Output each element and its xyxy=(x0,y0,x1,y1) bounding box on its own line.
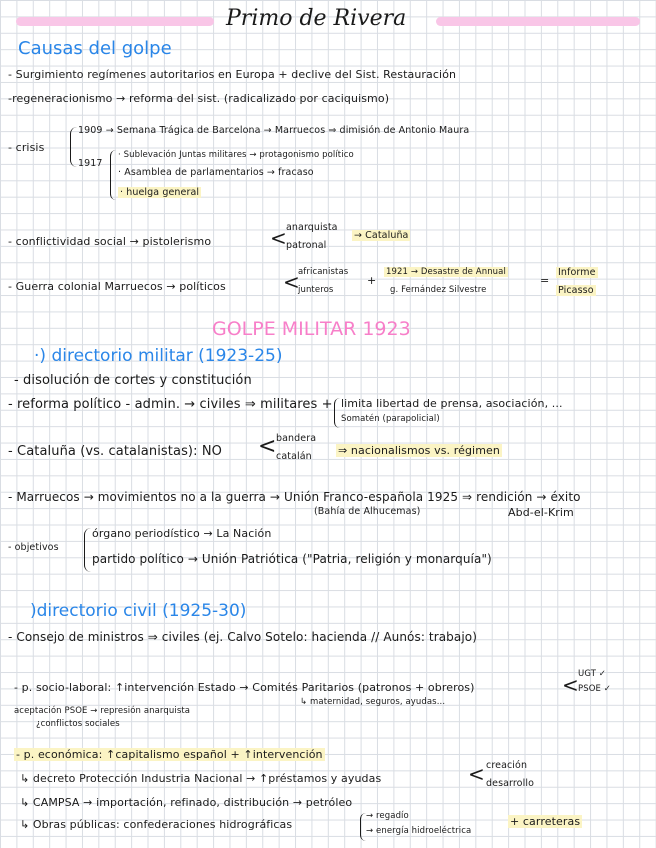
causa-line-2: -regeneracionismo → reforma del sist. (radicalizado por caciquismo) xyxy=(8,92,390,105)
cataluna-end: ⇒ nacionalismos vs. régimen xyxy=(338,444,500,457)
economica-campsa: ↳ CAMPSA → importación, refinado, distribución → petróleo xyxy=(20,796,353,809)
economica-bracket: < xyxy=(468,762,485,786)
marruecos-line: - Marruecos → movimientos no a la guerra → Unión Franco-española 1925 ⇒ rendición → éxito xyxy=(8,490,581,504)
obras-carreteras: + carreteras xyxy=(510,815,581,828)
crisis-1917: 1917 xyxy=(78,158,103,169)
crisis-brace xyxy=(70,127,77,167)
guerra-bracket: < xyxy=(283,270,300,294)
cataluna-bracket: < xyxy=(258,434,277,459)
socio-bracket: < xyxy=(562,673,579,697)
obras-energia: → energía hidroeléctrica xyxy=(366,826,472,836)
crisis-1917-a: · Sublevación Juntas militares → protagonismo político xyxy=(118,150,354,160)
conflictividad-patronal: patronal xyxy=(286,240,327,251)
annual-2: g. Fernández Silvestre xyxy=(390,285,487,295)
militar-brace xyxy=(334,398,340,428)
conflictividad-bracket: < xyxy=(270,226,287,250)
conflictividad-cataluna: → Cataluña xyxy=(354,230,409,241)
objetivos-a: órgano periodístico → La Nación xyxy=(92,527,272,540)
militar-line-2b: Somatén (parapolicial) xyxy=(341,414,440,424)
economica-creacion: creación xyxy=(486,760,528,771)
civil-line-1: - Consejo de ministros ⇒ civiles (ej. Calvo Sotelo: hacienda // Aunós: trabajo) xyxy=(8,630,478,644)
socio-laboral: - p. socio-laboral: ↑intervención Estado → Comités Paritarios (patronos + obreros) xyxy=(14,681,475,694)
guerra-junteros: junteros xyxy=(298,285,334,295)
informe-1: Informe xyxy=(558,267,596,278)
section-heading-militar: ·) directorio militar (1923-25) xyxy=(34,346,283,366)
conflictividad-anarquista: anarquista xyxy=(286,222,338,233)
informe-2: Picasso xyxy=(558,285,594,296)
militar-line-2a: limita libertad de prensa, asociación, ... xyxy=(341,397,563,410)
section-heading-causas: Causas del golpe xyxy=(18,38,172,59)
objetivos-b: partido político → Unión Patriótica ("Patria, religión y monarquía") xyxy=(92,552,492,566)
guerra-africanistas: africanistas xyxy=(298,267,349,277)
crisis-1917-brace xyxy=(110,150,116,200)
crisis-1917-c: · huelga general xyxy=(120,187,200,198)
causa-line-1: - Surgimiento regímenes autoritarios en Europa + declive del Sist. Restauración xyxy=(8,68,457,81)
objetivos-brace xyxy=(84,528,91,572)
psoe: PSOE ✓ xyxy=(578,684,612,694)
annual-1: 1921 → Desastre de Annual xyxy=(386,267,506,277)
militar-line-2: - reforma político - admin. → civiles ⇒ militares + xyxy=(8,397,333,412)
section-heading-civil: )directorio civil (1925-30) xyxy=(30,601,247,621)
economica-obras: ↳ Obras públicas: confederaciones hidrográficas xyxy=(20,818,293,831)
crisis-1917-b: · Asamblea de parlamentarios → fracaso xyxy=(118,167,314,178)
marruecos-abd-el-krim: Abd-el-Krim xyxy=(508,506,574,519)
crisis-label: - crisis xyxy=(8,141,45,154)
ugt: UGT ✓ xyxy=(578,669,607,679)
marruecos-alhucemas: (Bahía de Alhucemas) xyxy=(314,506,421,517)
cataluna-label: - Cataluña (vs. catalanistas): NO xyxy=(8,444,222,459)
objetivos-label: - objetivos xyxy=(8,542,59,553)
aceptacion-psoe: aceptación PSOE → represión anarquista xyxy=(14,706,191,716)
economica: - p. económica: ↑capitalismo español + ↑intervención xyxy=(16,748,323,761)
guerra-plus: + xyxy=(367,274,377,287)
economica-desarrollo: desarrollo xyxy=(486,778,534,789)
annual-equals: = xyxy=(540,274,550,287)
cataluna-catalan: catalán xyxy=(276,451,312,462)
aceptacion-conflictos: ¿conflictos sociales xyxy=(36,719,120,729)
golpe-heading: GOLPE MILITAR 1923 xyxy=(212,318,411,340)
page-title: Primo de Rivera xyxy=(226,6,407,31)
guerra-label: - Guerra colonial Marruecos → políticos xyxy=(8,280,226,293)
socio-maternidad: ↳ maternidad, seguros, ayudas... xyxy=(300,697,446,707)
economica-decreto: ↳ decreto Protección Industria Nacional → ↑préstamos y ayudas xyxy=(20,772,382,785)
title-highlight-left xyxy=(16,17,214,26)
obras-regadio: → regadío xyxy=(366,811,409,821)
conflictividad-label: - conflictividad social → pistolerismo xyxy=(8,235,212,248)
crisis-1909: 1909 → Semana Trágica de Barcelona → Marruecos ⇒ dimisión de Antonio Maura xyxy=(78,125,470,136)
militar-line-1: - disolución de cortes y constitución xyxy=(14,373,252,388)
title-highlight-right xyxy=(436,17,640,26)
cataluna-bandera: bandera xyxy=(276,433,317,444)
